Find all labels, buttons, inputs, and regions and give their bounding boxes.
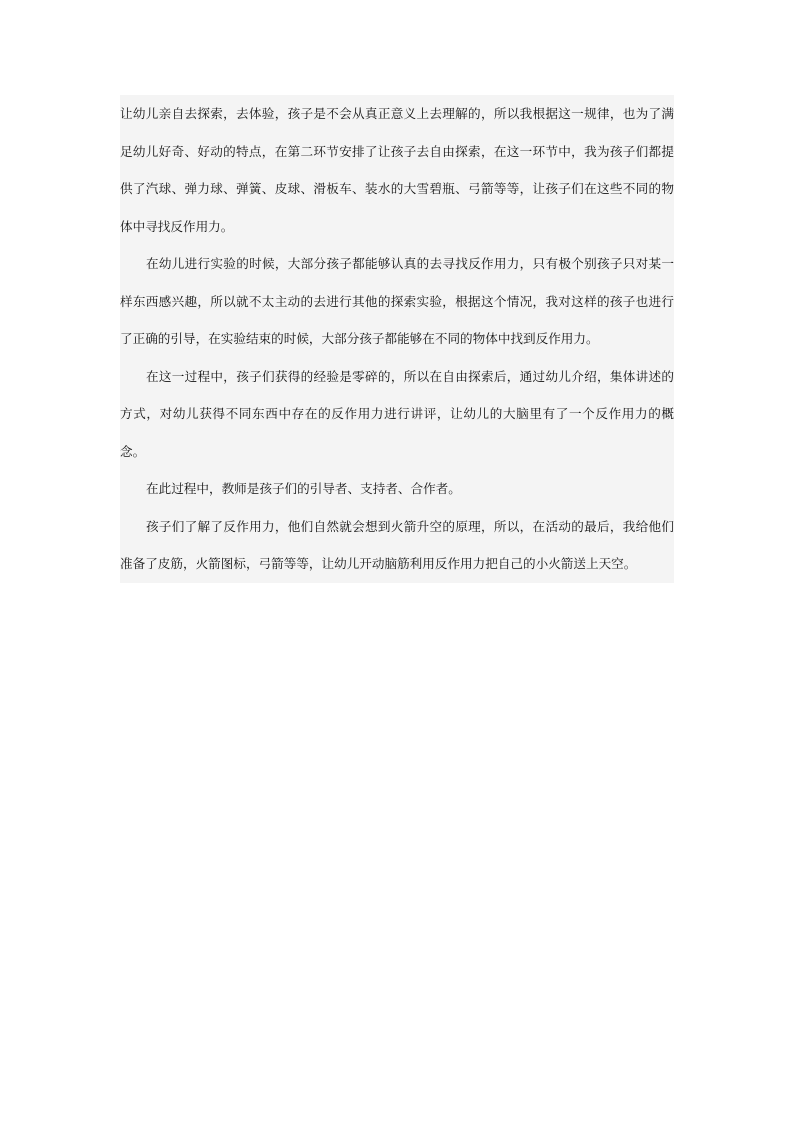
document-text-block <box>120 95 674 583</box>
paragraph-2: 在幼儿进行实验的时候，大部分孩子都能够认真的去寻找反作用力，只有极个别孩子只对某一样东西感兴趣，所以就不太主动的去进行其他的探索实验，根据这个情况，我对这样的孩子也进行了正确的引导，在实验结束的时候，大部分孩子都能够在不同的物体中找到反作用力。 <box>120 256 674 346</box>
paragraph-3: 在这一过程中，孩子们获得的经验是零碎的，所以在自由探索后，通过幼儿介绍，集体讲述的方式，对幼儿获得不同东西中存在的反作用力进行讲评，让幼儿的大脑里有了一个反作用力的概念。 <box>120 368 674 459</box>
paragraph-1: 让幼儿亲自去探索，去体验，孩子是不会从真正意义上去理解的，所以我根据这一规律，也为了满足幼儿好奇、好动的特点，在第二环节安排了让孩子去自由探索，在这一环节中，我为孩子们都提供了汽球、弹力球、弹簧、皮球、滑板车、装水的大雪碧瓶、弓箭等等，让孩子们在这些不同的物体中寻找反作用力。 <box>120 106 674 234</box>
paragraph-4: 在此过程中，教师是孩子们的引导者、支持者、合作者。 <box>146 481 461 496</box>
paragraph-5: 孩子们了解了反作用力，他们自然就会想到火箭升空的原理，所以，在活动的最后，我给他们准备了皮筋，火箭图标，弓箭等等，让幼儿开动脑筋利用反作用力把自己的小火箭送上天空。 <box>120 518 674 571</box>
